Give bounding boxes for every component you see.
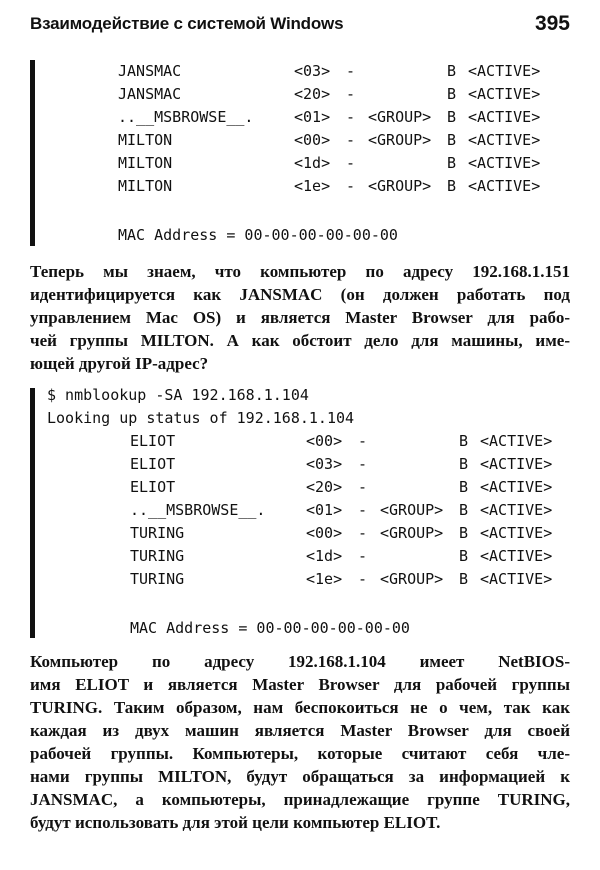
netbios-name: TURING (130, 524, 185, 542)
status-flag: <ACTIVE> (480, 478, 553, 496)
status-flag: <ACTIVE> (468, 131, 541, 149)
name-suffix-code: <1d> (306, 547, 343, 565)
table-row (130, 545, 570, 567)
running-title: Взаимодействие с системой Windows (30, 14, 344, 33)
table-row (130, 476, 570, 498)
status-flag: <ACTIVE> (480, 547, 553, 565)
separator-dash: - (346, 177, 356, 195)
name-suffix-code: <03> (306, 455, 343, 473)
name-suffix-code: <00> (306, 524, 343, 542)
node-type: B (447, 85, 457, 103)
node-type: B (459, 455, 469, 473)
page-number: 395 (534, 12, 570, 35)
status-flag: <ACTIVE> (468, 177, 541, 195)
separator-dash: - (358, 478, 368, 496)
node-type: B (459, 478, 469, 496)
separator-dash: - (358, 432, 368, 450)
separator-dash: - (358, 524, 368, 542)
status-flag: <ACTIVE> (468, 85, 541, 103)
status-flag: <ACTIVE> (480, 524, 553, 542)
page-header (30, 14, 570, 40)
status-flag: <ACTIVE> (468, 154, 541, 172)
node-type: B (459, 432, 469, 450)
separator-dash: - (346, 108, 356, 126)
node-type: B (447, 177, 457, 195)
name-suffix-code: <03> (294, 62, 331, 80)
table-row (130, 522, 570, 544)
status-flag: <ACTIVE> (468, 62, 541, 80)
paragraph-line: рабочей группы. Компьютеры, которые считают себя чле- (30, 744, 570, 763)
node-type: B (459, 547, 469, 565)
paragraph-line: идентифицируется как JANSMAC (он должен работать под (30, 285, 570, 304)
name-suffix-code: <20> (306, 478, 343, 496)
netbios-name: ELIOT (130, 478, 176, 496)
netbios-name: ..__MSBROWSE__. (130, 501, 266, 519)
name-suffix-code: <1d> (294, 154, 331, 172)
status-flag: <ACTIVE> (480, 501, 553, 519)
paragraph-line: Теперь мы знаем, что компьютер по адресу 192.168.1.151 (30, 262, 570, 281)
code-block-2 (30, 382, 570, 640)
table-row (118, 129, 558, 151)
netbios-name: JANSMAC (118, 85, 182, 103)
paragraph-line: Компьютер по адресу 192.168.1.104 имеет NetBIOS- (30, 652, 570, 671)
node-type: B (459, 570, 469, 588)
paragraph-line: управлением Mac OS) и является Master Browser для рабо- (30, 308, 570, 327)
table-row (118, 106, 558, 128)
table-row (118, 175, 558, 197)
table-row (130, 453, 570, 475)
name-suffix-code: <1e> (306, 570, 343, 588)
status-flag: <ACTIVE> (480, 455, 553, 473)
code-block-bar (30, 60, 35, 246)
separator-dash: - (358, 547, 368, 565)
table-row (130, 499, 570, 521)
name-suffix-code: <01> (294, 108, 331, 126)
code-block-1 (30, 58, 570, 248)
paragraph-line: TURING. Таким образом, нам беспокоиться не о чем, так как (30, 698, 570, 717)
separator-dash: - (358, 501, 368, 519)
table-row (130, 568, 570, 590)
paragraph-1 (30, 260, 570, 375)
code-block-bar (30, 388, 35, 638)
netbios-name: ELIOT (130, 455, 176, 473)
group-flag: <GROUP> (380, 501, 444, 519)
netbios-name: MILTON (118, 154, 173, 172)
group-flag: <GROUP> (368, 131, 432, 149)
status-line: Looking up status of 192.168.1.104 (47, 409, 355, 427)
name-suffix-code: <00> (306, 432, 343, 450)
table-row (130, 430, 570, 452)
table-row (118, 152, 558, 174)
netbios-name: JANSMAC (118, 62, 182, 80)
separator-dash: - (346, 154, 356, 172)
name-suffix-code: <20> (294, 85, 331, 103)
node-type: B (459, 524, 469, 542)
node-type: B (447, 154, 457, 172)
paragraph-2 (30, 650, 570, 834)
paragraph-line: ющей другой IP-адрес? (30, 354, 209, 373)
netbios-name: ..__MSBROWSE__. (118, 108, 254, 126)
group-flag: <GROUP> (368, 108, 432, 126)
mac-address-line: MAC Address = 00-00-00-00-00-00 (118, 226, 398, 244)
separator-dash: - (346, 131, 356, 149)
status-flag: <ACTIVE> (468, 108, 541, 126)
netbios-name: TURING (130, 547, 185, 565)
paragraph-line: JANSMAC, а компьютеры, принадлежащие группе TURING, (30, 790, 570, 809)
node-type: B (447, 131, 457, 149)
node-type: B (447, 108, 457, 126)
name-suffix-code: <00> (294, 131, 331, 149)
separator-dash: - (358, 570, 368, 588)
separator-dash: - (346, 85, 356, 103)
node-type: B (459, 501, 469, 519)
paragraph-line: будут использовать для этой цели компьютер ELIOT. (30, 813, 441, 832)
group-flag: <GROUP> (368, 177, 432, 195)
status-flag: <ACTIVE> (480, 432, 553, 450)
paragraph-line: каждая из двух машин является Master Browser для своей (30, 721, 570, 740)
status-flag: <ACTIVE> (480, 570, 553, 588)
paragraph-line: чей группы MILTON. А как обстоит дело для машины, име- (30, 331, 570, 350)
netbios-name: MILTON (118, 177, 173, 195)
table-row (118, 60, 558, 82)
separator-dash: - (358, 455, 368, 473)
table-row (118, 83, 558, 105)
netbios-name: TURING (130, 570, 185, 588)
group-flag: <GROUP> (380, 570, 444, 588)
name-suffix-code: <1e> (294, 177, 331, 195)
node-type: B (447, 62, 457, 80)
group-flag: <GROUP> (380, 524, 444, 542)
netbios-name: ELIOT (130, 432, 176, 450)
mac-address-line: MAC Address = 00-00-00-00-00-00 (130, 619, 410, 637)
separator-dash: - (346, 62, 356, 80)
netbios-name: MILTON (118, 131, 173, 149)
paragraph-line: имя ELIOT и является Master Browser для рабочей группы (30, 675, 570, 694)
name-suffix-code: <01> (306, 501, 343, 519)
paragraph-line: нами группы MILTON, будут обращаться за информацией к (30, 767, 570, 786)
command-line: $ nmblookup -SA 192.168.1.104 (47, 386, 309, 404)
